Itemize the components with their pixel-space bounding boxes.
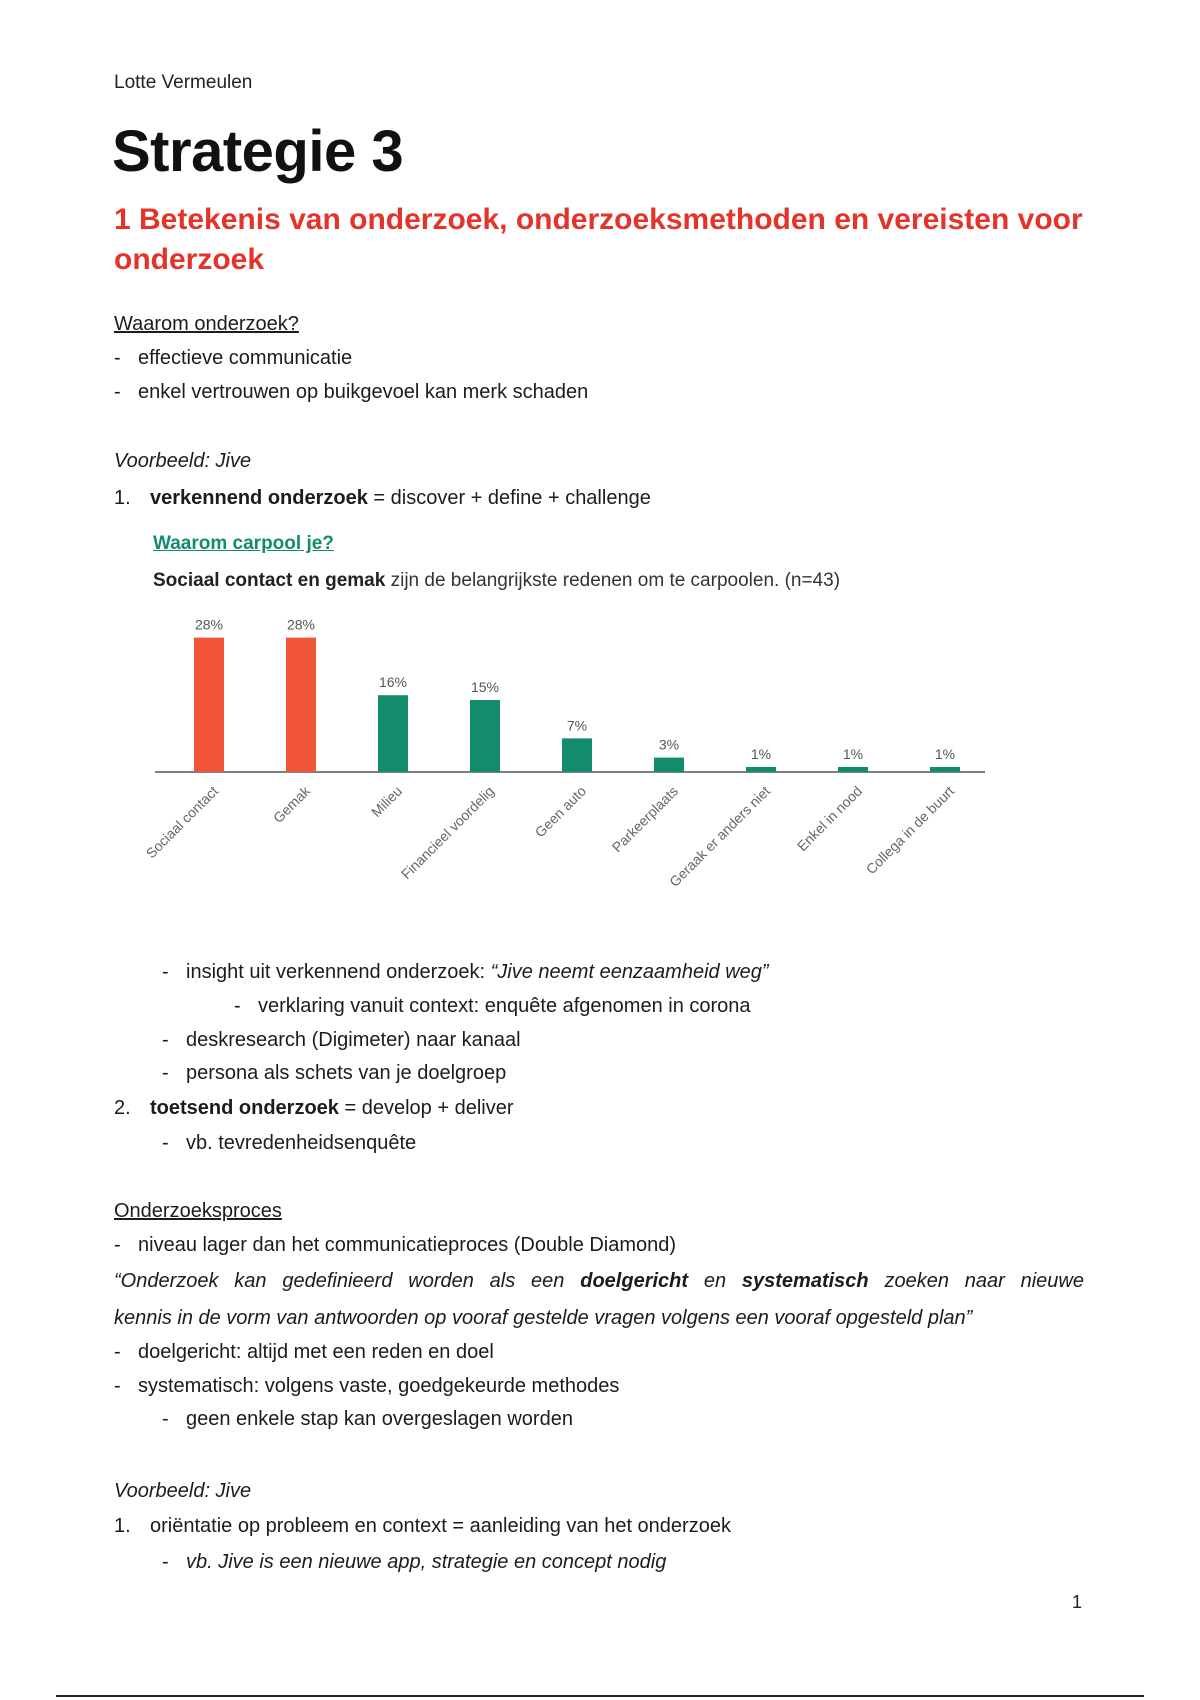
waarom-heading: Waarom onderzoek?: [114, 313, 299, 335]
list-item: - effectieve communicatie: [114, 347, 353, 369]
category-tick-label: Parkeerplaats: [608, 782, 682, 856]
chart-bar: [286, 638, 316, 772]
category-tick-label: Gemak: [269, 782, 314, 827]
category-tick-label: Geraak er anders niet: [666, 782, 774, 890]
list-item: - geen enkele stap kan overgeslagen worden: [162, 1408, 573, 1430]
chart-bar: [654, 758, 684, 772]
list-item: - systematisch: volgens vaste, goedgekeurde methodes: [114, 1375, 620, 1397]
list-item: - deskresearch (Digimeter) naar kanaal: [162, 1029, 521, 1051]
list-item: 2. toetsend onderzoek = develop + deliver: [114, 1097, 514, 1119]
chart-bar: [194, 638, 224, 772]
category-tick-label: Enkel in nood: [793, 782, 866, 855]
list-item: - verklaring vanuit context: enquête afgenomen in corona: [234, 995, 751, 1017]
chart-bar: [378, 695, 408, 772]
definition-quote-line-2: kennis in de vorm van antwoorden op vooraf gestelde vragen volgens een vooraf opgesteld plan”: [114, 1307, 973, 1329]
bar-value-label: 15%: [470, 679, 500, 695]
chart-bar: [746, 767, 776, 772]
bar-value-label: 1%: [842, 746, 864, 762]
bar-chart: [110, 600, 1010, 920]
list-item: - enkel vertrouwen op buikgevoel kan merk schaden: [114, 381, 589, 403]
list-item: 1. verkennend onderzoek = discover + define + challenge: [114, 487, 651, 509]
bar-value-label: 7%: [566, 717, 588, 734]
bar-value-label: 28%: [286, 616, 316, 633]
bar-value-label: 3%: [658, 736, 680, 753]
chart-title: Waarom carpool je?: [153, 533, 334, 554]
example-label: Voorbeeld: Jive: [114, 450, 252, 472]
list-item: 1. oriëntatie op probleem en context = aanleiding van het onderzoek: [114, 1515, 731, 1537]
chart-subtitle: Sociaal contact en gemak zijn de belangrijkste redenen om te carpoolen. (n=43): [153, 570, 841, 591]
list-item: - insight uit verkennend onderzoek: “Jive neemt eenzaamheid weg”: [162, 961, 769, 983]
list-item: - niveau lager dan het communicatieproces (Double Diamond): [114, 1234, 677, 1256]
page-title: Strategie 3: [112, 119, 404, 184]
list-item: - persona als schets van je doelgroep: [162, 1062, 507, 1084]
list-item: - vb. tevredenheidsenquête: [162, 1132, 417, 1154]
chart-bar: [930, 767, 960, 772]
list-item: - vb. Jive is een nieuwe app, strategie en concept nodig: [162, 1551, 667, 1573]
bar-value-label: 16%: [378, 674, 408, 691]
category-tick-label: Collega in de buurt: [862, 782, 958, 878]
page-number: 1: [1072, 1592, 1083, 1612]
bar-value-label: 28%: [194, 616, 224, 633]
list-item: - doelgericht: altijd met een reden en doel: [114, 1341, 494, 1363]
process-heading: Onderzoeksproces: [114, 1200, 282, 1222]
category-tick-label: Sociaal contact: [142, 782, 222, 862]
section-heading: 1 Betekenis van onderzoek, onderzoeksmethoden en vereisten voor onderzoek: [114, 203, 1083, 276]
category-tick-label: Geen auto: [531, 782, 590, 841]
author-name: Lotte Vermeulen: [114, 72, 253, 93]
chart-bar: [838, 767, 868, 772]
definition-quote-line-1: “Onderzoek kan gedefinieerd worden als een doelgericht en systematisch zoeken naar nieuwe: [114, 1270, 1084, 1292]
example-label: Voorbeeld: Jive: [114, 1480, 252, 1502]
chart-bar: [562, 738, 592, 772]
footer-rule: [56, 1695, 1144, 1697]
category-tick-label: Financieel voordelig: [397, 782, 498, 883]
category-tick-label: Milieu: [367, 782, 406, 820]
bar-value-label: 1%: [750, 746, 772, 762]
chart-bar: [470, 700, 500, 772]
bar-value-label: 1%: [934, 746, 956, 762]
